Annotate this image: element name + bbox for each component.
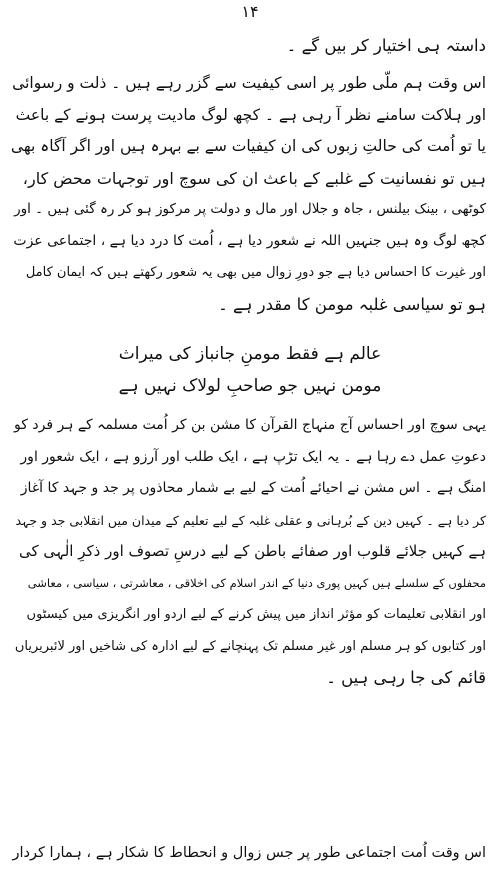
text-line: داستہ ہی اختیار کر بیں گے ۔ bbox=[286, 36, 486, 55]
text-line: اور غیرت کا احساس دیا ہے جو دورِ زوال میں بھی یہ شعور رکھتے ہیں کہ ایمان کامل bbox=[25, 265, 486, 280]
text-line: کچھ لوگ وہ ہیں جنہیں اللہ نے شعور دیا ہے ، اُمت کا درد دیا ہے ، اجتماعی عزت bbox=[13, 232, 486, 249]
text-line: کر دیا ہے ۔ کہیں دین کے بُرہانی و عقلی غلبہ کے لیے تعلیم کے میدان میں انقلابی جد و جہد bbox=[15, 512, 486, 528]
page-number: ۱۴ bbox=[241, 2, 259, 21]
text-line: یا تو اُمت کی حالتِ زبوں کی ان کیفیات سے بے بہرہ ہیں اور اگر آگاہ بھی bbox=[10, 137, 486, 155]
text-line: قائم کی جا رہی ہیں ۔ bbox=[326, 668, 486, 687]
text-line: اور ہلاکت سامنے نظر آ رہی ہے ۔ کچھ لوگ مادیت پرست ہونے کے باعث bbox=[15, 105, 486, 124]
paragraph-decline bbox=[10, 68, 486, 320]
text-line: یہی سوچ اور احساس آج منہاج القرآن کا مشن بن کر اُمت مسلمہ کے ہر فرد کو bbox=[14, 417, 486, 433]
text-line: ہو تو سیاسی غلبہ مومن کا مقدر ہے ۔ bbox=[218, 294, 486, 314]
paragraph-closing bbox=[10, 838, 486, 870]
text-line: کوٹھی ، بینک بیلنس ، جاہ و جلال اور مال و دولت پر مرکوز ہو کر رہ گئی ہیں ۔ اور bbox=[14, 201, 486, 217]
text-line: اور کتابوں کو ہر مسلم اور غیر مسلم تک پہنچانے کے لیے ادارہ کی شاخیں اور لائبریریاں bbox=[14, 638, 486, 654]
poetry-verse-line-2: مومن نہیں جو صاحبِ لولاک نہیں ہے bbox=[118, 376, 382, 396]
text-line: اس وقت ہم ملّی طور پر اسی کیفیت سے گزر رہے ہیں ۔ ذلت و رسوائی bbox=[12, 74, 486, 92]
paragraph-mission bbox=[10, 410, 486, 694]
text-line: محفلوں کے سلسلے ہیں کہیں پوری دنیا کے اندر اسلام کی اخلاقی ، معاشرتی ، سیاسی ، معاشی bbox=[27, 575, 486, 590]
text-line: ہے کہیں جلائے قلوب اور صفائے باطن کے لیے درسِ تصوف اور ذکرِ الٰہی کی bbox=[19, 542, 486, 560]
text-line: اور انقلابی تعلیمات کو مؤثر انداز میں پیش کرنے کے لیے اردو اور انگریزی میں کیسٹوں bbox=[26, 607, 486, 622]
poetry-verse-line-1: عالم ہے فقط مومنِ جانباز کی میراث bbox=[118, 344, 382, 364]
text-line: اس وقت اُمت اجتماعی طور پر جس زوال و انحطاط کا شکار ہے ، ہمارا کردار bbox=[12, 845, 486, 861]
text-line: دعوتِ عمل دے رہا ہے ۔ یہ ایک تڑپ ہے ، ایک طلب اور آرزو ہے ، ایک شعور اور bbox=[20, 448, 486, 465]
text-line: ہیں تو نفسانیت کے غلبے کے باعث ان کی سوچ اور توجہات محض کار، bbox=[22, 168, 486, 188]
paragraph-intro bbox=[10, 30, 486, 62]
text-line: امنگ ہے ۔ اس مشن نے احیائے اُمت کے لیے بے شمار محاذوں پر جد و جہد کا آغاز bbox=[20, 480, 486, 496]
